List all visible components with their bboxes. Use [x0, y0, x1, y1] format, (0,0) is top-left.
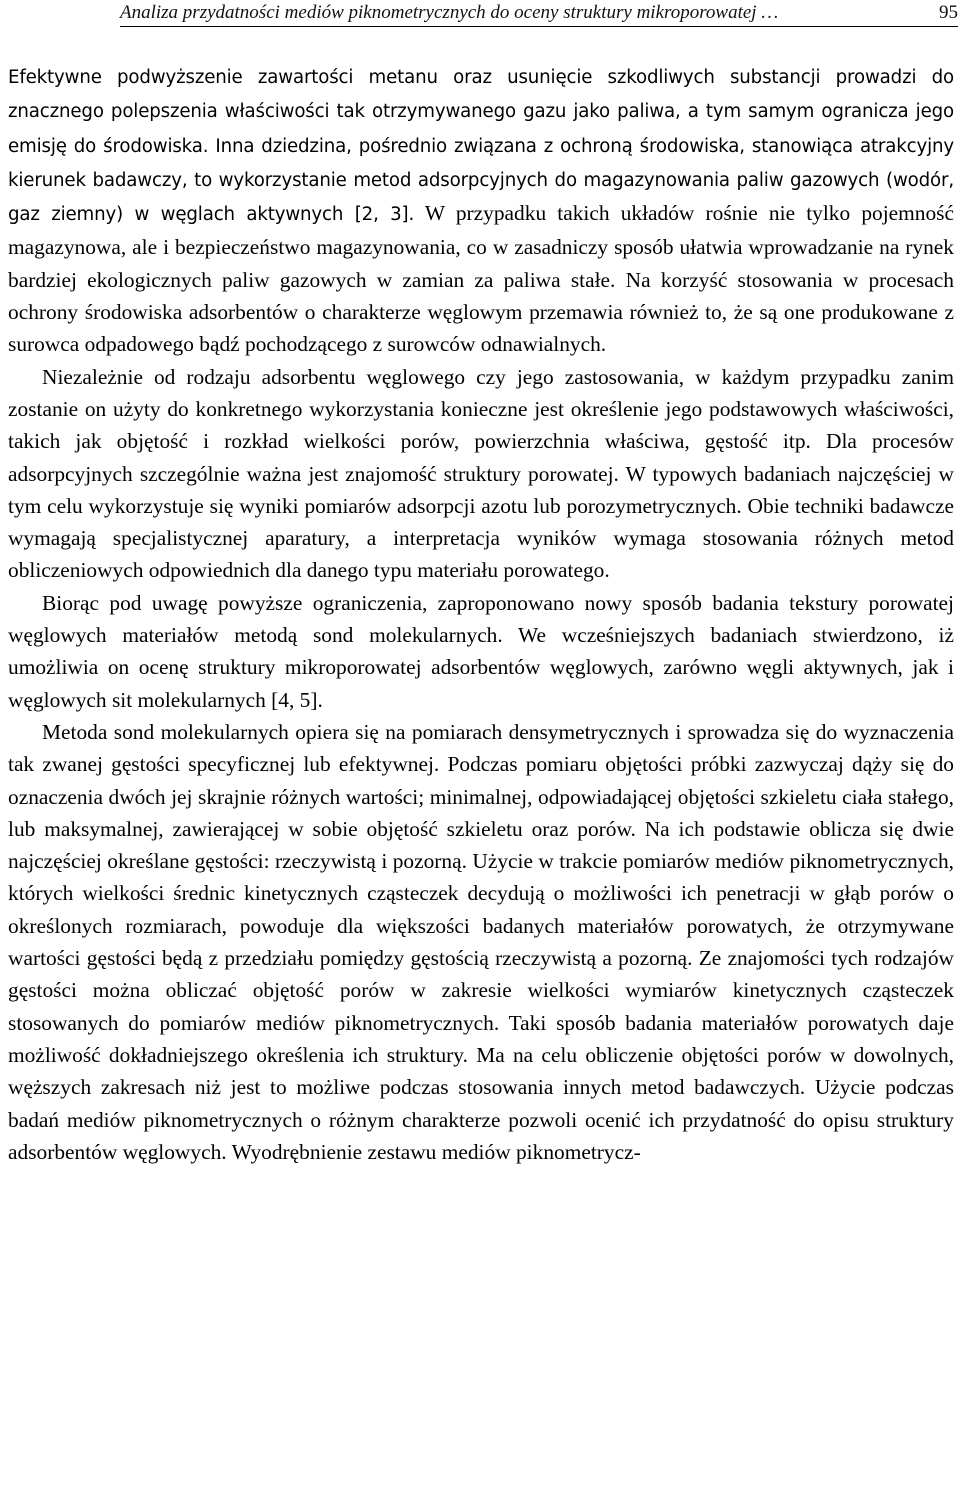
paragraph-1-sans-part: Efektywne podwyższenie zawartości metanu oraz usunięcie szkodliwych substancji prowadzi do znacznego polepszenia właściwości tak otrzymywanego gazu jako paliwa, a tym samym ogranicza jego emisję do środowiska.: [8, 67, 954, 157]
running-header: [120, 2, 958, 27]
paragraph-1-sans-part-2: Inna dziedzina, pośrednio związana z ochroną środowiska, stanowiąca atrakcyjny kierunek badawczy, to wykorzystanie metod adsorpcyjnych do magazynowania paliw gazowych (wodór, gaz ziemny) w węglach aktywnych [2, 3].: [8, 135, 954, 226]
paragraph-1: [8, 60, 954, 361]
document-page: [8, 0, 958, 1499]
paragraph-2: Niezależnie od rodzaju adsorbentu węglowego czy jego zastosowania, w każdym przypadku zanim zostanie on użyty do konkretnego wykorzystania konieczne jest określenie jego podstawowych właściwości, takich jak objętość i rozkład wielkości porów, powierzchnia właściwa, gęstość itp. Dla procesów adsorpcyjnych szczególnie ważna jest znajomość struktury porowatej. W typowych badaniach najczęściej w tym celu wykorzystuje się wyniki pomiarów adsorpcji azotu lub porozymetrycznych. Obie techniki badawcze wymagają specjalistycznej aparatury, a interpretacja wyników wymaga stosowania różnych metod obliczeniowych odpowiednich dla danego typu materiału porowatego.: [8, 364, 954, 583]
body-text: [8, 60, 954, 1168]
paragraph-3: Biorąc pod uwagę powyższe ograniczenia, zaproponowano nowy sposób badania tekstury porowatej węglowych materiałów metodą sond molekularnych. We wcześniejszych badaniach stwierdzono, iż umożliwia on ocenę struktury mikroporowatej adsorbentów węglowych, zarówno węgli aktywnych, jak i węglowych sit molekularnych [4, 5].: [8, 590, 954, 712]
paragraph-1-serif-part: W przypadku takich układów rośnie nie tylko pojemność magazynowa, ale i bezpieczeństwo magazynowania, co w zasadniczy sposób ułatwia wprowadzanie na rynek bardziej ekologicznych paliw gazowych w zamian za paliwa stałe. Na korzyść stosowania w procesach ochrony środowiska adsorbentów o charakterze węglowym przemawia również to, że są one produkowane z surowca odpadowego bądź pochodzącego z surowców odnawialnych.: [8, 201, 955, 357]
paragraph-4: Metoda sond molekularnych opiera się na pomiarach densymetrycznych i sprowadza się do wyznaczenia tak zwanej gęstości specyficznej lub efektywnej. Podczas pomiaru objętości próbki zazwyczaj dąży się do oznaczenia dwóch jej skrajnie różnych wartości; minimalnej, odpowiadającej objętości szkieletu ciała stałego, lub maksymalnej, zawierającej w sobie objętość szkieletu oraz porów. Na ich podstawie oblicza się dwie najczęściej określane gęstości: rzeczywistą i pozorną. Użycie w trakcie pomiarów mediów piknometrycznych, których wielkości średnic kinetycznych cząsteczek decydują o możliwości ich penetracji w głąb porów o określonych rozmiarach, powoduje dla większości badanych materiałów porowatych, że otrzymywane wartości gęstości będą z przedziału pomiędzy gęstością rzeczywistą a pozorną. Ze znajomości tych rodzajów gęstości można obliczać objętość porów w zakresie wielkości wymiarów kinetycznych cząsteczek stosowanych do pomiarów mediów piknometrycznych. Taki sposób badania materiałów porowatych daje możliwość dokładniejszego określenia ich struktury. Ma na celu obliczenie objętości porów w dowolnych, węższych zakresach niż jest to możliwe podczas stosowania innych metod badawczych. Użycie podczas badań mediów piknometrycznych o różnym charakterze pozwoli ocenić ich przydatność do opisu struktury adsorbentów węglowych. Wyodrębnienie zestawu mediów piknometrycz-: [8, 719, 954, 1164]
running-title: Analiza przydatności mediów piknometrycznych do oceny struktury mikroporowatej …: [120, 2, 779, 23]
page-number: 95: [939, 2, 958, 23]
